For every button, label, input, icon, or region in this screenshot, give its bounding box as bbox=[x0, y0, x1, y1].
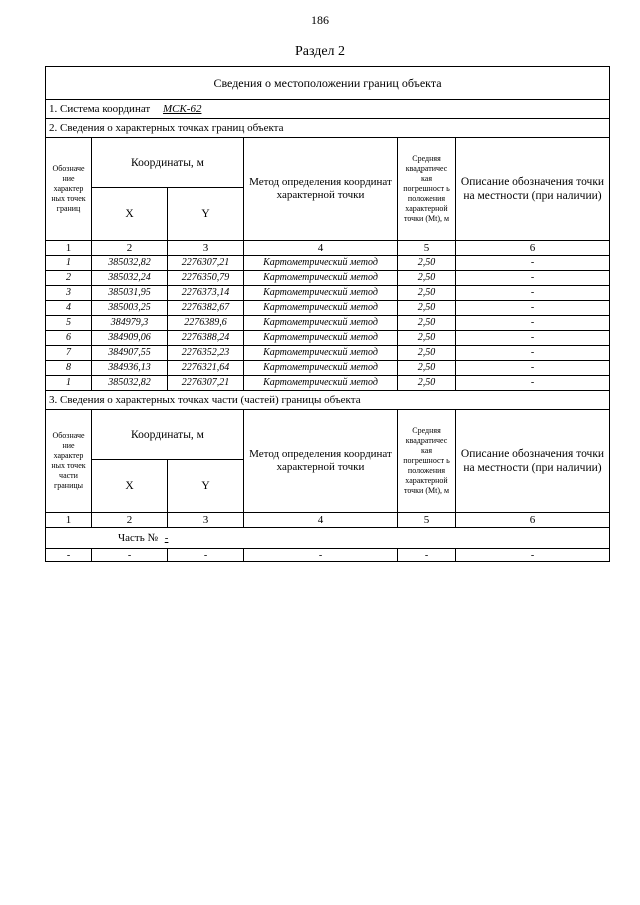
method-value: Картометрический метод bbox=[244, 301, 398, 316]
point-number: 3 bbox=[46, 286, 92, 301]
point-number: 8 bbox=[46, 361, 92, 376]
part-row bbox=[46, 528, 610, 549]
mt-value: 2,50 bbox=[398, 346, 456, 361]
x-value: 385032,82 bbox=[92, 376, 168, 391]
y-value: 2276350,79 bbox=[168, 271, 244, 286]
table-row bbox=[46, 301, 610, 316]
col-method-header: Метод определения координат характерной точки bbox=[244, 138, 398, 241]
col-method-header: Метод определения координат характерной точки bbox=[244, 410, 398, 513]
y-value: 2276307,21 bbox=[168, 376, 244, 391]
desc-value: - bbox=[456, 286, 610, 301]
table-row bbox=[46, 331, 610, 346]
section-title: Раздел 2 bbox=[294, 44, 346, 59]
desc-value: - bbox=[456, 331, 610, 346]
method-value: Картометрический метод bbox=[244, 271, 398, 286]
blank-cell: - bbox=[46, 549, 92, 562]
desc-value: - bbox=[456, 361, 610, 376]
y-value: 2276307,21 bbox=[168, 256, 244, 271]
point-number: 7 bbox=[46, 346, 92, 361]
table-row bbox=[46, 376, 610, 391]
method-value: Картометрический метод bbox=[244, 361, 398, 376]
mt-value: 2,50 bbox=[398, 376, 456, 391]
part-label: Часть № bbox=[118, 532, 158, 544]
desc-value: - bbox=[456, 376, 610, 391]
x-value: 385032,24 bbox=[92, 271, 168, 286]
column-numbers-row bbox=[46, 241, 610, 256]
point-number: 4 bbox=[46, 301, 92, 316]
table-row bbox=[46, 361, 610, 376]
table-row bbox=[46, 286, 610, 301]
coordinate-system-row bbox=[46, 100, 610, 119]
y-value: 2276389,6 bbox=[168, 316, 244, 331]
mt-value: 2,50 bbox=[398, 316, 456, 331]
y-value: 2276373,14 bbox=[168, 286, 244, 301]
desc-value: - bbox=[456, 316, 610, 331]
blank-cell: - bbox=[456, 549, 610, 562]
mt-value: 2,50 bbox=[398, 301, 456, 316]
desc-value: - bbox=[456, 256, 610, 271]
x-value: 384979,3 bbox=[92, 316, 168, 331]
x-value: 385032,82 bbox=[92, 256, 168, 271]
col-number: 5 bbox=[398, 241, 456, 256]
method-value: Картометрический метод bbox=[244, 256, 398, 271]
col-number: 1 bbox=[46, 513, 92, 528]
method-value: Картометрический метод bbox=[244, 316, 398, 331]
blank-row bbox=[46, 549, 610, 562]
desc-value: - bbox=[456, 346, 610, 361]
method-value: Картометрический метод bbox=[244, 331, 398, 346]
x-value: 385003,25 bbox=[92, 301, 168, 316]
col-number: 2 bbox=[92, 513, 168, 528]
mt-value: 2,50 bbox=[398, 271, 456, 286]
col-number: 4 bbox=[244, 241, 398, 256]
section3-title: 3. Сведения о характерных точках части (частей) границы объекта bbox=[46, 391, 610, 410]
part-cell bbox=[46, 528, 610, 549]
boundary-table bbox=[45, 66, 610, 562]
point-number: 1 bbox=[46, 376, 92, 391]
blank-cell: - bbox=[244, 549, 398, 562]
desc-value: - bbox=[456, 271, 610, 286]
col-coords-header: Координаты, м bbox=[92, 410, 244, 460]
mt-value: 2,50 bbox=[398, 256, 456, 271]
table-banner: Сведения о местоположении границ объекта bbox=[46, 67, 610, 100]
col-number: 5 bbox=[398, 513, 456, 528]
method-value: Картометрический метод bbox=[244, 286, 398, 301]
method-value: Картометрический метод bbox=[244, 346, 398, 361]
table-row bbox=[46, 271, 610, 286]
col-point-header-part: Обозначе ние характер ных точек части границы bbox=[46, 410, 92, 513]
mt-value: 2,50 bbox=[398, 331, 456, 346]
point-number: 5 bbox=[46, 316, 92, 331]
x-value: 384907,55 bbox=[92, 346, 168, 361]
col-precision-header: Средняя квадратичес кая погрешност ь положения характерной точки (Mt), м bbox=[398, 138, 456, 241]
y-value: 2276382,67 bbox=[168, 301, 244, 316]
col-number: 3 bbox=[168, 241, 244, 256]
table-row bbox=[46, 346, 610, 361]
col-number: 4 bbox=[244, 513, 398, 528]
col-number: 1 bbox=[46, 241, 92, 256]
x-value: 384909,06 bbox=[92, 331, 168, 346]
col-number: 6 bbox=[456, 513, 610, 528]
point-number: 6 bbox=[46, 331, 92, 346]
blank-cell: - bbox=[92, 549, 168, 562]
col-desc-header: Описание обозначения точки на местности (при наличии) bbox=[456, 410, 610, 513]
mt-value: 2,50 bbox=[398, 361, 456, 376]
col-number: 2 bbox=[92, 241, 168, 256]
blank-cell: - bbox=[398, 549, 456, 562]
col-point-header: Обозначе ние характер ных точек границ bbox=[46, 138, 92, 241]
desc-value: - bbox=[456, 301, 610, 316]
col-x-header: X bbox=[92, 188, 168, 241]
col-y-header: Y bbox=[168, 188, 244, 241]
page-number: 186 bbox=[311, 13, 329, 27]
col-x-header: X bbox=[92, 460, 168, 513]
y-value: 2276352,23 bbox=[168, 346, 244, 361]
col-desc-header: Описание обозначения точки на местности (при наличии) bbox=[456, 138, 610, 241]
y-value: 2276321,64 bbox=[168, 361, 244, 376]
x-value: 385031,95 bbox=[92, 286, 168, 301]
table-row bbox=[46, 256, 610, 271]
coordinate-system-label: 1. Система координат bbox=[49, 103, 151, 115]
table-row bbox=[46, 316, 610, 331]
column-numbers-row bbox=[46, 513, 610, 528]
col-number: 6 bbox=[456, 241, 610, 256]
coordinate-system-value: МСК-62 bbox=[162, 103, 202, 115]
blank-cell: - bbox=[168, 549, 244, 562]
point-number: 2 bbox=[46, 271, 92, 286]
point-number: 1 bbox=[46, 256, 92, 271]
section2-title: 2. Сведения о характерных точках границ объекта bbox=[46, 119, 610, 138]
y-value: 2276388,24 bbox=[168, 331, 244, 346]
part-value: - bbox=[164, 532, 169, 544]
col-number: 3 bbox=[168, 513, 244, 528]
mt-value: 2,50 bbox=[398, 286, 456, 301]
x-value: 384936,13 bbox=[92, 361, 168, 376]
col-y-header: Y bbox=[168, 460, 244, 513]
col-precision-header: Средняя квадратичес кая погрешност ь положения характерной точки (Mt), м bbox=[398, 410, 456, 513]
col-coords-header: Координаты, м bbox=[92, 138, 244, 188]
method-value: Картометрический метод bbox=[244, 376, 398, 391]
